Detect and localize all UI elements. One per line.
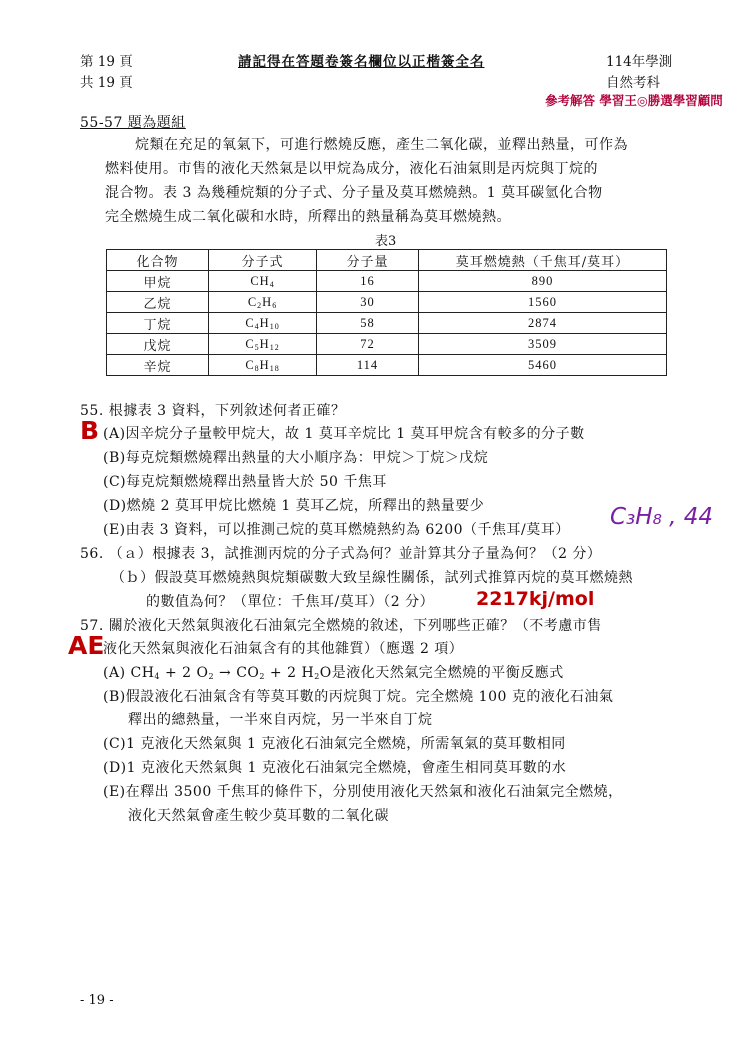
q56-part-b: （ｂ）假設莫耳燃燒熱與烷類碳數大致呈線性關係，試列式推算丙烷的莫耳燃燒熱 bbox=[111, 570, 633, 586]
formula: $C_4H_{10}$ bbox=[209, 313, 317, 334]
brand-watermark: 參考解答 學習王◎勝選學習顧問 bbox=[545, 93, 723, 108]
molecular-weight: 72 bbox=[317, 334, 419, 355]
q57-option-cont: 釋出的總熱量，一半來自丙烷，另一半來自丁烷 bbox=[128, 712, 433, 728]
compound-name: 戊烷 bbox=[107, 334, 209, 355]
table-row bbox=[107, 355, 667, 376]
signature-notice: 請記得在答題卷簽名欄位以正楷簽全名 bbox=[238, 54, 485, 70]
table-caption: 表3 bbox=[375, 234, 397, 249]
compound-name: 甲烷 bbox=[107, 271, 209, 292]
q57-option: (B)假設液化石油氣含有等莫耳數的丙烷與丁烷。完全燃燒 100 克的液化石油氣 bbox=[103, 689, 614, 705]
page-indicator: 第 19 頁 bbox=[80, 54, 133, 70]
q57-option: (E)在釋出 3500 千焦耳的條件下，分別使用液化天然氣和液化石油氣完全燃燒， bbox=[103, 784, 623, 800]
q56-answer-b: 2217kj/mol bbox=[476, 588, 595, 610]
compound-name: 丁烷 bbox=[107, 313, 209, 334]
combustion-heat: 890 bbox=[419, 271, 667, 292]
q55-option: (B)每克烷類燃燒釋出熱量的大小順序為：甲烷＞丁烷＞戊烷 bbox=[103, 450, 489, 466]
formula: $C_2H_6$ bbox=[209, 292, 317, 313]
col-header: 分子式 bbox=[209, 250, 317, 271]
table-row bbox=[107, 334, 667, 355]
combustion-heat: 1560 bbox=[419, 292, 667, 313]
intro-line: 烷類在充足的氧氣下，可進行燃燒反應，產生二氧化碳，並釋出熱量，可作為 bbox=[135, 137, 628, 153]
q55-stem: 55. 根據表 3 資料，下列敘述何者正確？ bbox=[80, 403, 346, 419]
page-number: - 19 - bbox=[80, 993, 114, 1008]
intro-line: 混合物。表 3 為幾種烷類的分子式、分子量及莫耳燃燒熱。1 莫耳碳氫化合物 bbox=[105, 185, 603, 201]
col-header: 分子量 bbox=[317, 250, 419, 271]
q57-option: (D)1 克液化天然氣與 1 克液化石油氣完全燃燒，會產生相同莫耳數的水 bbox=[103, 760, 567, 776]
intro-line: 完全燃燒生成二氧化碳和水時，所釋出的熱量稱為莫耳燃燒熱。 bbox=[105, 209, 511, 225]
col-header: 化合物 bbox=[107, 250, 209, 271]
q56-part-b-cont: 的數值為何？（單位：千焦耳/莫耳）（2 分） bbox=[146, 594, 435, 610]
compound-name: 乙烷 bbox=[107, 292, 209, 313]
combustion-heat: 2874 bbox=[419, 313, 667, 334]
molecular-weight: 30 bbox=[317, 292, 419, 313]
q55-option: (D)燃燒 2 莫耳甲烷比燃燒 1 莫耳乙烷，所釋出的熱量要少 bbox=[103, 498, 485, 514]
molecular-weight: 114 bbox=[317, 355, 419, 376]
q56-part-a: 56. （ａ）根據表 3，試推測丙烷的分子式為何？並計算其分子量為何？（2 分） bbox=[80, 546, 602, 562]
table-row bbox=[107, 271, 667, 292]
molecular-weight: 58 bbox=[317, 313, 419, 334]
handwritten-q56a-answer: C₃H₈ , 44 bbox=[610, 504, 713, 530]
table-header-row bbox=[107, 250, 667, 271]
col-header: 莫耳燃燒熱（千焦耳/莫耳） bbox=[419, 250, 667, 271]
subject-name: 自然考科 bbox=[606, 75, 660, 91]
alkane-table bbox=[106, 249, 667, 376]
q55-option: (C)每克烷類燃燒釋出熱量皆大於 50 千焦耳 bbox=[103, 474, 387, 490]
combustion-heat: 3509 bbox=[419, 334, 667, 355]
q57-stem: 57. 關於液化天然氣與液化石油氣完全燃燒的敘述，下列哪些正確？（不考慮市售 bbox=[80, 618, 602, 634]
q55-answer: B bbox=[80, 416, 100, 445]
q57-answer: AE bbox=[68, 631, 105, 660]
combustion-heat: 5460 bbox=[419, 355, 667, 376]
intro-line: 燃料使用。市售的液化天然氣是以甲烷為成分，液化石油氣則是丙烷與丁烷的 bbox=[105, 161, 598, 177]
q55-option: (A)因辛烷分子量較甲烷大，故 1 莫耳辛烷比 1 莫耳甲烷含有較多的分子數 bbox=[103, 426, 585, 442]
formula: $C_5H_{12}$ bbox=[209, 334, 317, 355]
exam-name: 114年學測 bbox=[606, 54, 673, 70]
total-pages: 共 19 頁 bbox=[80, 75, 133, 91]
q57-option-a: (A) $CH_4 + 2$ $O_2 \to CO_2 + 2$ $H_2O$是液化天然氣完全燃燒的平衡反應式 bbox=[103, 665, 564, 681]
formula: $CH_4$ bbox=[209, 271, 317, 292]
formula: $C_8H_{18}$ bbox=[209, 355, 317, 376]
compound-name: 辛烷 bbox=[107, 355, 209, 376]
table-row bbox=[107, 292, 667, 313]
q57-option-cont: 液化天然氣會產生較少莫耳數的二氧化碳 bbox=[128, 808, 389, 824]
group-title: 55-57 題為題組 bbox=[80, 115, 186, 131]
table-row bbox=[107, 313, 667, 334]
molecular-weight: 16 bbox=[317, 271, 419, 292]
q57-option: (C)1 克液化天然氣與 1 克液化石油氣完全燃燒，所需氧氣的莫耳數相同 bbox=[103, 736, 566, 752]
q55-option: (E)由表 3 資料，可以推測己烷的莫耳燃燒熱約為 6200（千焦耳/莫耳） bbox=[103, 522, 570, 538]
q57-stem-cont: 液化天然氣與液化石油氣含有的其他雜質）（應選 2 項） bbox=[103, 641, 464, 657]
